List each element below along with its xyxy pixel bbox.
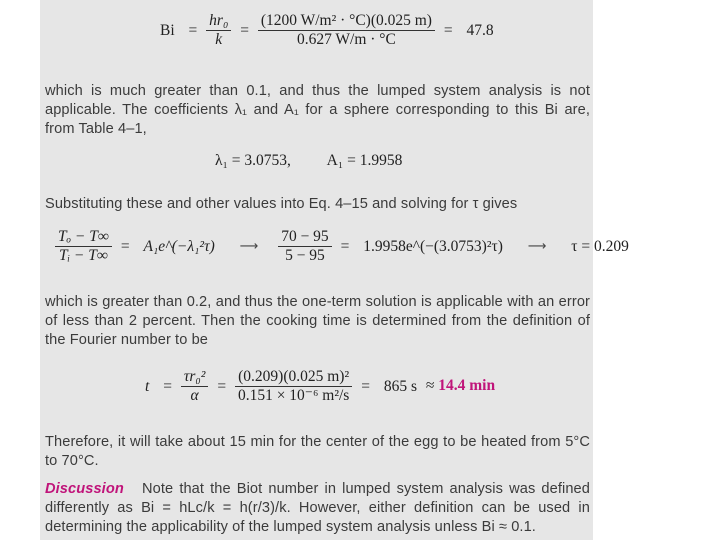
- paragraph-one-term-solution: which is greater than 0.2, and thus the one-term solution is applicable with an error of less than 2 percent. Then the cooking time is determined from the definition of the Fourier number to be: [45, 294, 590, 348]
- paragraph-lumped-not-applicable: which is much greater than 0.1, and thus the lumped system analysis is not applicable. The coefficients λ₁ and A₁ for a sphere corresponding to this Bi are, from Table 4–1,: [45, 83, 590, 137]
- fraction-hr-over-k: [206, 12, 231, 49]
- fraction-numerator: (1200 W/m² · °C)(0.025 m): [258, 12, 435, 31]
- equals-sign: =: [340, 237, 350, 255]
- biot-equation: [155, 12, 499, 49]
- lambda-value: λ₁ = 3.0753,: [215, 152, 291, 169]
- tau-result: τ = 0.209: [571, 237, 629, 255]
- exponential-expression: A₁e^(−λ₁²τ): [143, 237, 215, 255]
- right-arrow-icon: ⟶: [527, 239, 547, 254]
- biot-result: 47.8: [466, 21, 494, 39]
- fraction-numerator: (0.209)(0.025 m)²: [235, 368, 352, 387]
- fraction-numerator: τr₀²: [181, 368, 209, 387]
- textbook-page: [40, 0, 629, 540]
- equals-sign: =: [120, 237, 130, 255]
- exponential-numeric: 1.9958e^(−(3.0753)²τ): [363, 237, 503, 255]
- fraction-fourier: [181, 368, 209, 405]
- cooking-time-equation: [140, 368, 495, 405]
- right-arrow-icon: ⟶: [239, 239, 259, 254]
- equals-sign: =: [217, 377, 227, 395]
- a1-value: A₁ = 1.9958: [326, 152, 403, 169]
- equals-sign: =: [188, 21, 198, 39]
- equals-sign: =: [443, 21, 453, 39]
- fraction-denominator: α: [190, 387, 199, 404]
- fraction-temperature-ratio: [55, 228, 112, 265]
- equals-sign: =: [163, 377, 172, 395]
- tau-equation: [55, 228, 634, 265]
- fraction-numeric: [258, 12, 435, 49]
- equals-sign: =: [361, 377, 370, 395]
- fraction-numeric-temperatures: [278, 228, 332, 265]
- discussion-text: Note that the Biot number in lumped system analysis was defined differently as Bi = hLc/k = h(r/3)/k. However, either definition can be used in determining the applicability of the lumped system analysis unless Bi ≈ 0.1.: [45, 481, 590, 535]
- bi-symbol: Bi: [160, 21, 175, 39]
- fraction-denominator: 0.151 × 10⁻⁶ m²/s: [237, 387, 350, 404]
- time-symbol: t: [145, 377, 150, 395]
- fraction-denominator: 5 − 95: [285, 247, 325, 264]
- approx-sign: ≈: [425, 377, 435, 395]
- time-minutes-highlight: 14.4 min: [438, 377, 496, 395]
- fraction-numerator: Tₒ − T∞: [55, 228, 112, 247]
- equals-sign: =: [240, 21, 249, 39]
- fraction-denominator: 0.627 W/m · °C: [296, 31, 396, 48]
- discussion-paragraph: [45, 480, 590, 537]
- paragraph-conclusion: Therefore, it will take about 15 min for the center of the egg to be heated from 5°C to 70°C.: [45, 434, 590, 469]
- coefficients-equation: [215, 152, 402, 170]
- fraction-numerator: 70 − 95: [278, 228, 332, 247]
- time-seconds: 865 s: [383, 377, 417, 395]
- fraction-denominator: k: [215, 31, 223, 48]
- paragraph-substituting: Substituting these and other values into Eq. 4–15 and solving for τ gives: [45, 196, 518, 212]
- fraction-denominator: Tᵢ − T∞: [58, 247, 108, 264]
- fraction-numerator: hr₀: [206, 12, 231, 31]
- fraction-numeric-time: [235, 368, 352, 405]
- discussion-label: Discussion: [45, 481, 124, 497]
